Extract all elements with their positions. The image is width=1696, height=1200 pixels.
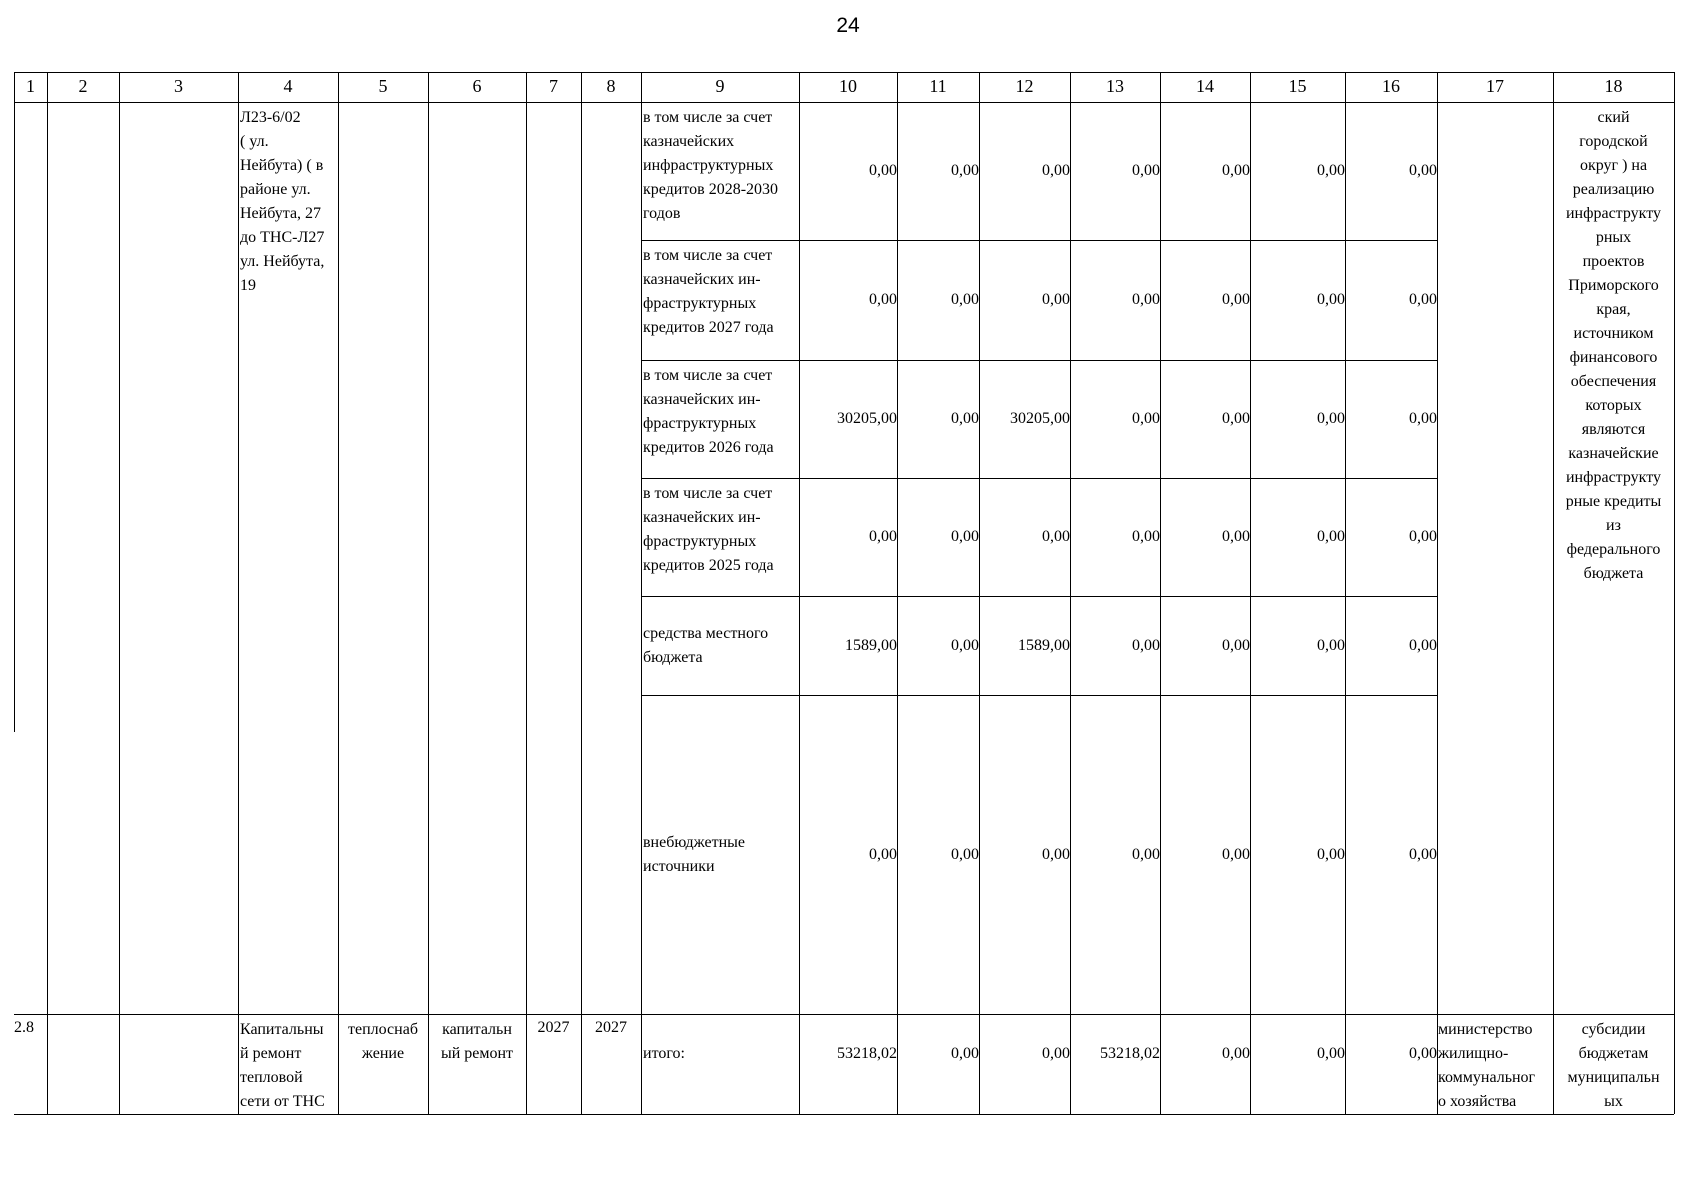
value-cell: 0,00 [1317, 1045, 1345, 1062]
col18-line: Приморского [1568, 277, 1659, 294]
col18-line: проектов [1582, 253, 1645, 270]
header-col-10: 10 [839, 76, 857, 96]
value-cell: 0,00 [951, 528, 979, 545]
value-cell: 0,00 [1222, 1045, 1250, 1062]
subrow-rule [641, 596, 1437, 597]
object-line: ул. Нейбута, [240, 253, 325, 270]
object-line: Л23-6/02 [240, 109, 301, 126]
col18-line: рные кредиты [1565, 493, 1662, 510]
funding-source-label: годов [643, 205, 681, 222]
value-cell: 0,00 [1409, 410, 1437, 427]
col18-line: рных [1595, 229, 1632, 246]
col18-line: округ ) на [1579, 157, 1648, 174]
column-rule [14, 72, 15, 732]
value-cell: 0,00 [1132, 291, 1160, 308]
header-col-9: 9 [715, 76, 725, 96]
header-col-8: 8 [606, 76, 616, 96]
value-cell: 0,00 [1132, 528, 1160, 545]
value-cell: 0,00 [1132, 410, 1160, 427]
header-col-3: 3 [174, 76, 183, 96]
column-rule [428, 72, 429, 1114]
value-cell: 0,00 [1409, 291, 1437, 308]
header-col-2: 2 [78, 76, 88, 96]
value-cell: 0,00 [1409, 637, 1437, 654]
funding-source-label: в том числе за счет [643, 247, 773, 264]
funding-source-label: средства местного [643, 625, 769, 642]
object-line: 19 [240, 277, 256, 294]
value-cell: 0,00 [1317, 410, 1345, 427]
value-cell: 0,00 [1222, 291, 1250, 308]
header-col-12: 12 [1015, 76, 1034, 96]
col18-line: ский [1597, 109, 1630, 126]
value-cell: 0,00 [1042, 291, 1070, 308]
funding-source-label: в том числе за счет [643, 485, 773, 502]
header-col-16: 16 [1382, 76, 1400, 96]
value-cell: 30205,00 [1010, 410, 1070, 427]
value-cell: 0,00 [1222, 846, 1250, 863]
col18-line: реализацию [1572, 181, 1655, 198]
value-cell: 53218,02 [837, 1045, 897, 1062]
col18-line: субсидии [1581, 1021, 1646, 1038]
header-bottom-rule [14, 102, 1674, 103]
column-rule [979, 72, 980, 1114]
budget-table [14, 72, 1674, 1122]
col18-line: из [1606, 517, 1621, 534]
header-col-15: 15 [1288, 76, 1307, 96]
funding-source-label: казначейских [643, 133, 735, 150]
object-line: районе ул. [240, 181, 311, 198]
value-cell: 0,00 [1132, 846, 1160, 863]
column-rule [897, 72, 898, 1114]
value-cell: 0,00 [1222, 410, 1250, 427]
col17-line: жилищно- [1438, 1045, 1509, 1062]
col18-line: края, [1596, 301, 1631, 318]
col5-line: жение [361, 1045, 405, 1062]
object-line: до ТНС-Л27 [240, 229, 325, 246]
funding-source-label: итого: [643, 1045, 685, 1062]
column-rule [1070, 72, 1071, 1114]
value-cell: 0,00 [1132, 637, 1160, 654]
col18-line: муниципальн [1567, 1069, 1660, 1086]
funding-source-label: кредитов 2027 года [643, 319, 774, 336]
col18-line: инфраструкту [1565, 205, 1661, 222]
subrow-rule [641, 240, 1437, 241]
column-rule [641, 72, 642, 1114]
column-rule [1345, 72, 1346, 1114]
object-line: сети от ТНС [240, 1093, 325, 1110]
value-cell: 0,00 [1317, 291, 1345, 308]
header-col-11: 11 [929, 76, 947, 96]
value-cell: 0,00 [1132, 162, 1160, 179]
header-col-7: 7 [549, 76, 558, 96]
value-cell: 0,00 [951, 846, 979, 863]
col5-line: теплоснаб [348, 1021, 418, 1038]
value-cell: 30205,00 [837, 410, 897, 427]
col18-line: инфраструкту [1565, 469, 1661, 486]
value-cell: 0,00 [1409, 1045, 1437, 1062]
object-line: тепловой [240, 1069, 303, 1086]
value-cell: 0,00 [1042, 1045, 1070, 1062]
col18-line: которых [1585, 397, 1642, 414]
start-year: 2027 [537, 1019, 570, 1036]
col18-line: обеспечения [1570, 373, 1657, 390]
value-cell: 0,00 [1317, 637, 1345, 654]
value-cell: 0,00 [951, 291, 979, 308]
column-rule [238, 72, 239, 1114]
funding-source-label: кредитов 2025 года [643, 557, 774, 574]
funding-source-label: источники [643, 858, 715, 875]
column-rule [526, 72, 527, 1114]
col18-line: бюджета [1583, 565, 1644, 582]
header-col-5: 5 [378, 76, 388, 96]
funding-source-label: бюджета [643, 649, 703, 666]
value-cell: 0,00 [869, 291, 897, 308]
col18-line: источником [1573, 325, 1654, 342]
value-cell: 0,00 [1042, 846, 1070, 863]
object-line: Нейбута, 27 [240, 205, 322, 222]
value-cell: 0,00 [869, 528, 897, 545]
value-cell: 0,00 [1222, 528, 1250, 545]
col17-line: министерство [1438, 1021, 1533, 1038]
col18-line: федерального [1566, 541, 1661, 558]
col17-line: о хозяйства [1438, 1093, 1517, 1110]
value-cell: 0,00 [1317, 846, 1345, 863]
value-cell: 0,00 [869, 846, 897, 863]
object-line: ( ул. [240, 133, 269, 150]
column-rule [47, 72, 48, 1114]
value-cell: 0,00 [951, 1045, 979, 1062]
header-col-1: 1 [26, 76, 35, 96]
col18-line: финансового [1569, 349, 1658, 366]
header-col-17: 17 [1486, 76, 1504, 96]
column-rule [799, 72, 800, 1114]
row1-bottom-rule [14, 1014, 1674, 1015]
value-cell: 0,00 [1042, 528, 1070, 545]
header-col-6: 6 [472, 76, 482, 96]
funding-source-label: казначейских ин- [643, 391, 761, 408]
object-line: й ремонт [240, 1045, 302, 1062]
funding-source-label: в том числе за счет [643, 367, 773, 384]
funding-source-label: казначейских ин- [643, 271, 761, 288]
header-col-18: 18 [1604, 76, 1623, 96]
value-cell: 0,00 [1222, 162, 1250, 179]
object-line: Нейбута) ( в [240, 157, 324, 174]
column-rule [1437, 72, 1438, 1114]
col6-line: капитальн [442, 1021, 512, 1038]
funding-source-label: казначейских ин- [643, 509, 761, 526]
funding-source-label: инфраструктурных [643, 157, 774, 174]
column-rule [338, 72, 339, 1114]
value-cell: 0,00 [1317, 162, 1345, 179]
col18-line: ых [1604, 1093, 1623, 1110]
header-col-14: 14 [1196, 76, 1214, 96]
col18-line: казначейские [1568, 445, 1659, 462]
col17-line: коммунальног [1438, 1069, 1536, 1086]
end-year: 2027 [595, 1019, 627, 1036]
subrow-rule [641, 478, 1437, 479]
header-col-4: 4 [283, 76, 293, 96]
col18-line: бюджетам [1578, 1045, 1649, 1062]
value-cell: 0,00 [1317, 528, 1345, 545]
row2-bottom-rule [14, 1114, 1674, 1115]
value-cell: 1589,00 [845, 637, 897, 654]
value-cell: 0,00 [951, 410, 979, 427]
funding-source-label: в том числе за счет [643, 109, 773, 126]
value-cell: 0,00 [1409, 846, 1437, 863]
value-cell: 0,00 [1042, 162, 1070, 179]
column-rule [1250, 72, 1251, 1114]
column-rule [119, 72, 120, 1114]
funding-source-label: внебюджетные [643, 834, 745, 851]
value-cell: 0,00 [1222, 637, 1250, 654]
value-cell: 1589,00 [1018, 637, 1070, 654]
value-cell: 0,00 [951, 637, 979, 654]
subrow-rule [641, 695, 1437, 696]
page-number: 24 [836, 14, 860, 37]
funding-source-label: кредитов 2026 года [643, 439, 774, 456]
row-number: 2.8 [14, 1019, 34, 1036]
subrow-rule [641, 360, 1437, 361]
col6-line: ый ремонт [440, 1045, 514, 1062]
header-col-13: 13 [1106, 76, 1124, 96]
column-rule [1674, 72, 1675, 1114]
funding-source-label: фраструктурных [643, 533, 757, 550]
funding-source-label: фраструктурных [643, 415, 757, 432]
object-line: Капитальны [240, 1021, 324, 1038]
column-rule [581, 72, 582, 1114]
funding-source-label: кредитов 2028-2030 [643, 181, 779, 198]
value-cell: 0,00 [869, 162, 897, 179]
value-cell: 0,00 [1409, 528, 1437, 545]
value-cell: 53218,02 [1100, 1045, 1160, 1062]
value-cell: 0,00 [951, 162, 979, 179]
col18-line: городской [1579, 133, 1648, 150]
funding-source-label: фраструктурных [643, 295, 757, 312]
column-rule [1160, 72, 1161, 1114]
value-cell: 0,00 [1409, 162, 1437, 179]
col18-line: являются [1581, 421, 1646, 438]
